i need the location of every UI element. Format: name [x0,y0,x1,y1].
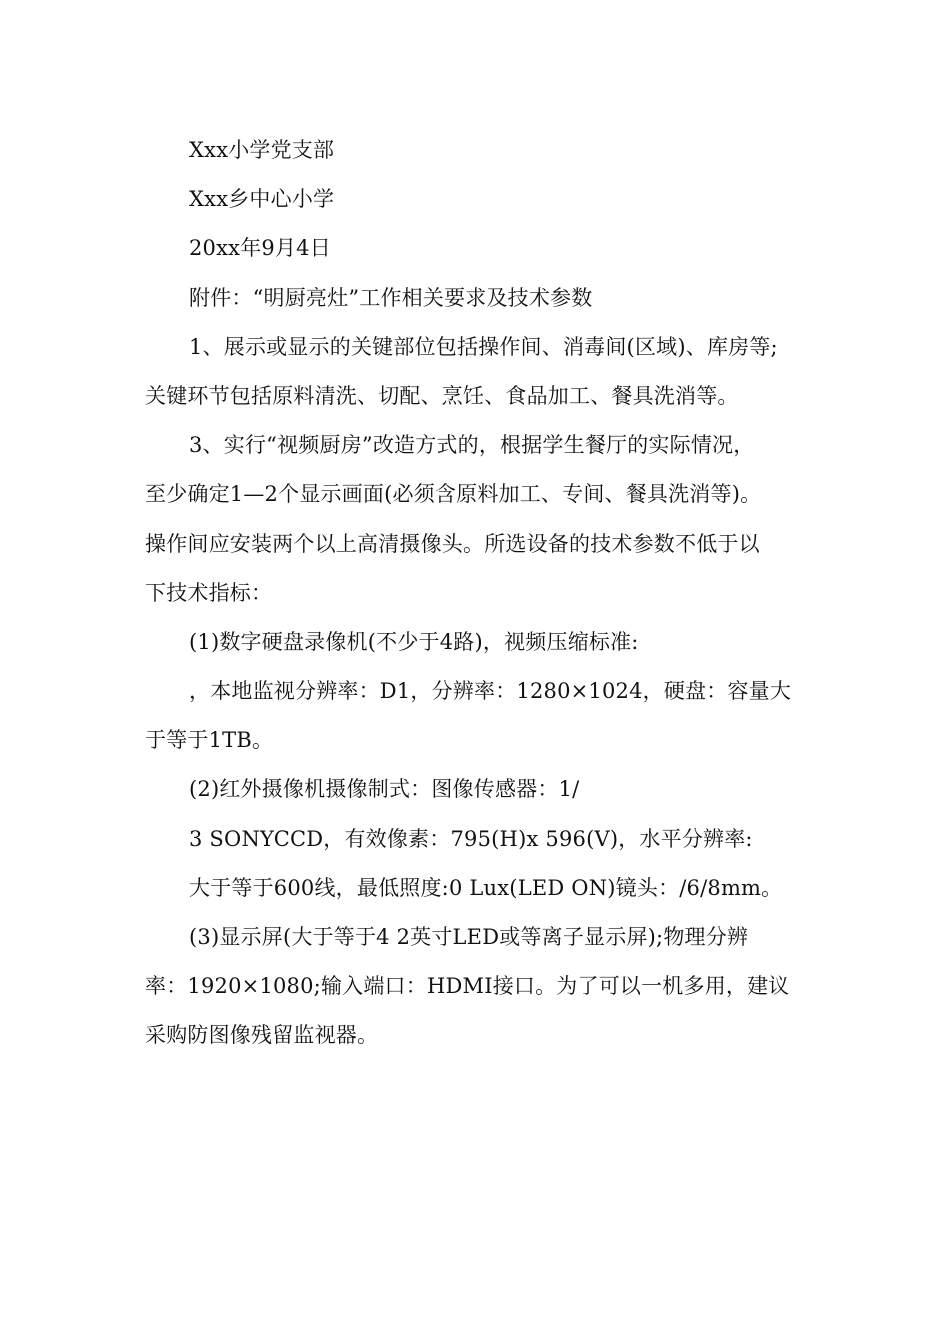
spec-1-heading: (1)数字硬盘录像机(不少于4路)，视频压缩标准: [189,629,639,654]
paragraph-3-line-3: 操作间应安装两个以上高清摄像头。所选设备的技术参数不低于以 [145,531,760,556]
spec-3-line-3: 采购防图像残留监视器。 [145,1023,379,1048]
paragraph-3-line-2: 至少确定1—2个显示画面(必须含原料加工、专间、餐具洗消等)。 [145,482,762,507]
spec-3-line-2: 率：1920×1080;输入端口：HDMI接口。为了可以一机多用，建议 [145,974,790,999]
paragraph-3-line-4: 下技术指标： [145,580,273,605]
spec-2-line-1: 3 SONYCCD，有效像素：795(H)x 596(V)，水平分辨率: [189,826,753,851]
spec-3-line-1: (3)显示屏(大于等于4 2英寸LED或等离子显示屏);物理分辨 [189,925,749,949]
spec-1-line-1: ，本地监视分辨率：D1，分辨率：1280×1024，硬盘：容量大 [189,679,792,704]
paragraph-1-line-2: 关键环节包括原料清洗、切配、烹饪、食品加工、餐具洗消等。 [145,383,739,408]
signature-date: 20xx年9月4日 [189,236,331,261]
spec-2-line-2: 大于等于600线，最低照度:0 Lux(LED ON)镜头：/6/8mm。 [189,875,783,900]
paragraph-1-line-1: 1、展示或显示的关键部位包括操作间、消毒间(区域)、库房等; [189,334,778,359]
signature-school: Xxx乡中心小学 [189,187,335,212]
paragraph-3-line-1: 3、实行“视频厨房”改造方式的，根据学生餐厅的实际情况， [189,433,755,458]
signature-party-branch: Xxx小学党支部 [189,138,335,162]
spec-2-heading: (2)红外摄像机摄像制式：图像传感器：1/ [189,777,580,802]
attachment-title: 附件：“明厨亮灶”工作相关要求及技术参数 [189,285,593,310]
spec-1-line-2: 于等于1TB。 [145,728,274,753]
document-body [145,126,825,1061]
